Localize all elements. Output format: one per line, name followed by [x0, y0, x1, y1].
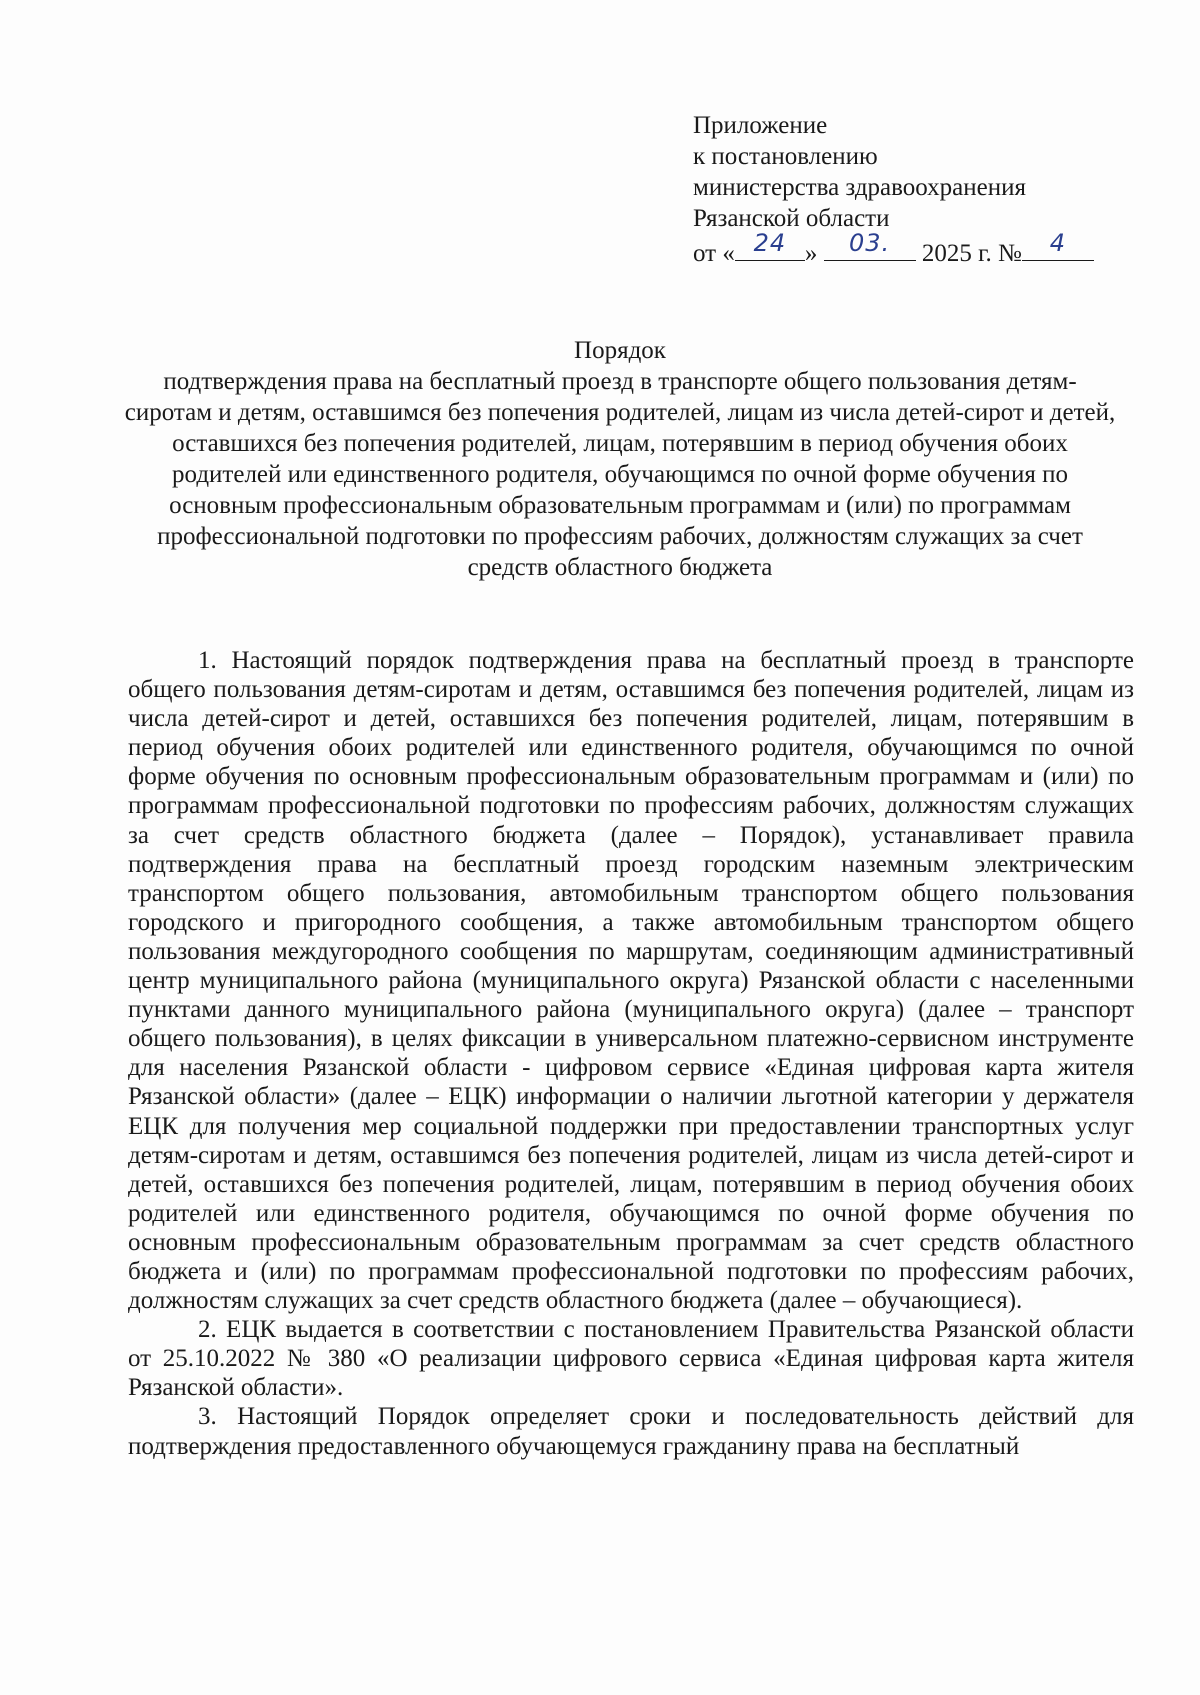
date-prefix: от « [693, 240, 735, 267]
date-mid: » [804, 240, 818, 267]
date-day-blank [735, 229, 805, 261]
document-title [120, 335, 1120, 583]
appendix-line-region: Рязанской области [693, 205, 890, 232]
title-heading: Порядок [574, 337, 666, 364]
date-month-blank [824, 229, 916, 261]
appendix-header [693, 110, 1153, 269]
appendix-date-line [693, 229, 1153, 269]
paragraph-3: 3. Настоящий Порядок определяет сроки и последовательность действий для подтверждения предоставленного обучающемуся гражданину права на бесплатный [128, 1403, 1134, 1460]
appendix-line-ministry: министерства здравоохранения [693, 174, 1026, 201]
paragraph-2: 2. ЕЦК выдается в соответствии с постановлением Правительства Рязанской области от 25.10.2022 № 380 «О реализации цифрового сервиса «Единая цифровая карта жителя Рязанской области». [128, 1316, 1134, 1402]
appendix-title: Приложение [693, 112, 828, 139]
date-day-handwritten: 24 [753, 229, 787, 257]
document-body [128, 646, 1134, 1461]
document-number-handwritten: 4 [1049, 229, 1067, 257]
date-year: 2025 г. № [921, 240, 1022, 267]
paragraph-1: 1. Настоящий порядок подтверждения права на бесплатный проезд в транспорте общего пользования детям-сиротам и детям, оставшимся без попечения родителей, лицам из числа детей-сирот и детей, оставшихся без попечения родителей, лицам, потерявшим в период обучения обоих родителей или единственного родителя, обучающимся по очной форме обучения по основным профессиональным образовательным программам и (или) по программам профессиональной подготовки по профессиям рабочих, должностям служащих за счет средств областного бюджета (далее – Порядок), устанавливает правила подтверждения права на бесплатный проезд городским наземным электрическим транспортом общего пользования, автомобильным транспортом общего пользования городского и пригородного сообщения, а также автомобильным транспортом общего пользования междугородного сообщения по маршрутам, соединяющим административный центр муниципального района (муниципального округа) Рязанской области с населенными пунктами данного муниципального района (муниципального округа) (далее – транспорт общего пользования), в целях фиксации в универсальном платежно-сервисном инструменте для населения Рязанской области - цифровом сервисе «Единая цифровая карта жителя Рязанской области» (далее – ЕЦК) информации о наличии льготной категории у держателя ЕЦК для получения мер социальной поддержки при предоставлении транспортных услуг детям-сиротам и детям, оставшимся без попечения родителей, лицам из числа детей-сирот и детей, оставшихся без попечения родителей, лицам, потерявшим в период обучения обоих родителей или единственного родителя, обучающимся по очной форме обучения по основным профессиональным образовательным программам за счет средств областного бюджета и (или) по программам профессиональной подготовки по профессиям рабочих, должностям служащих за счет средств областного бюджета (далее – обучающиеся). [128, 647, 1134, 1315]
date-month-handwritten: 03. [849, 229, 891, 257]
document-number-blank [1022, 229, 1094, 261]
appendix-line-resolution: к постановлению [693, 143, 878, 170]
title-subheading: подтверждения права на бесплатный проезд в транспорте общего пользования детям-сиротам и детям, оставшимся без попечения родителей, лицам из числа детей-сирот и детей, оставшихся без попечения родителей, лицам, потерявшим в период обучения обоих родителей или единственного родителя, обучающимся по очной форме обучения по основным профессиональным образовательным программам и (или) по программам профессиональной подготовки по профессиям рабочих, должностям служащих за счет средств областного бюджета [124, 368, 1116, 581]
